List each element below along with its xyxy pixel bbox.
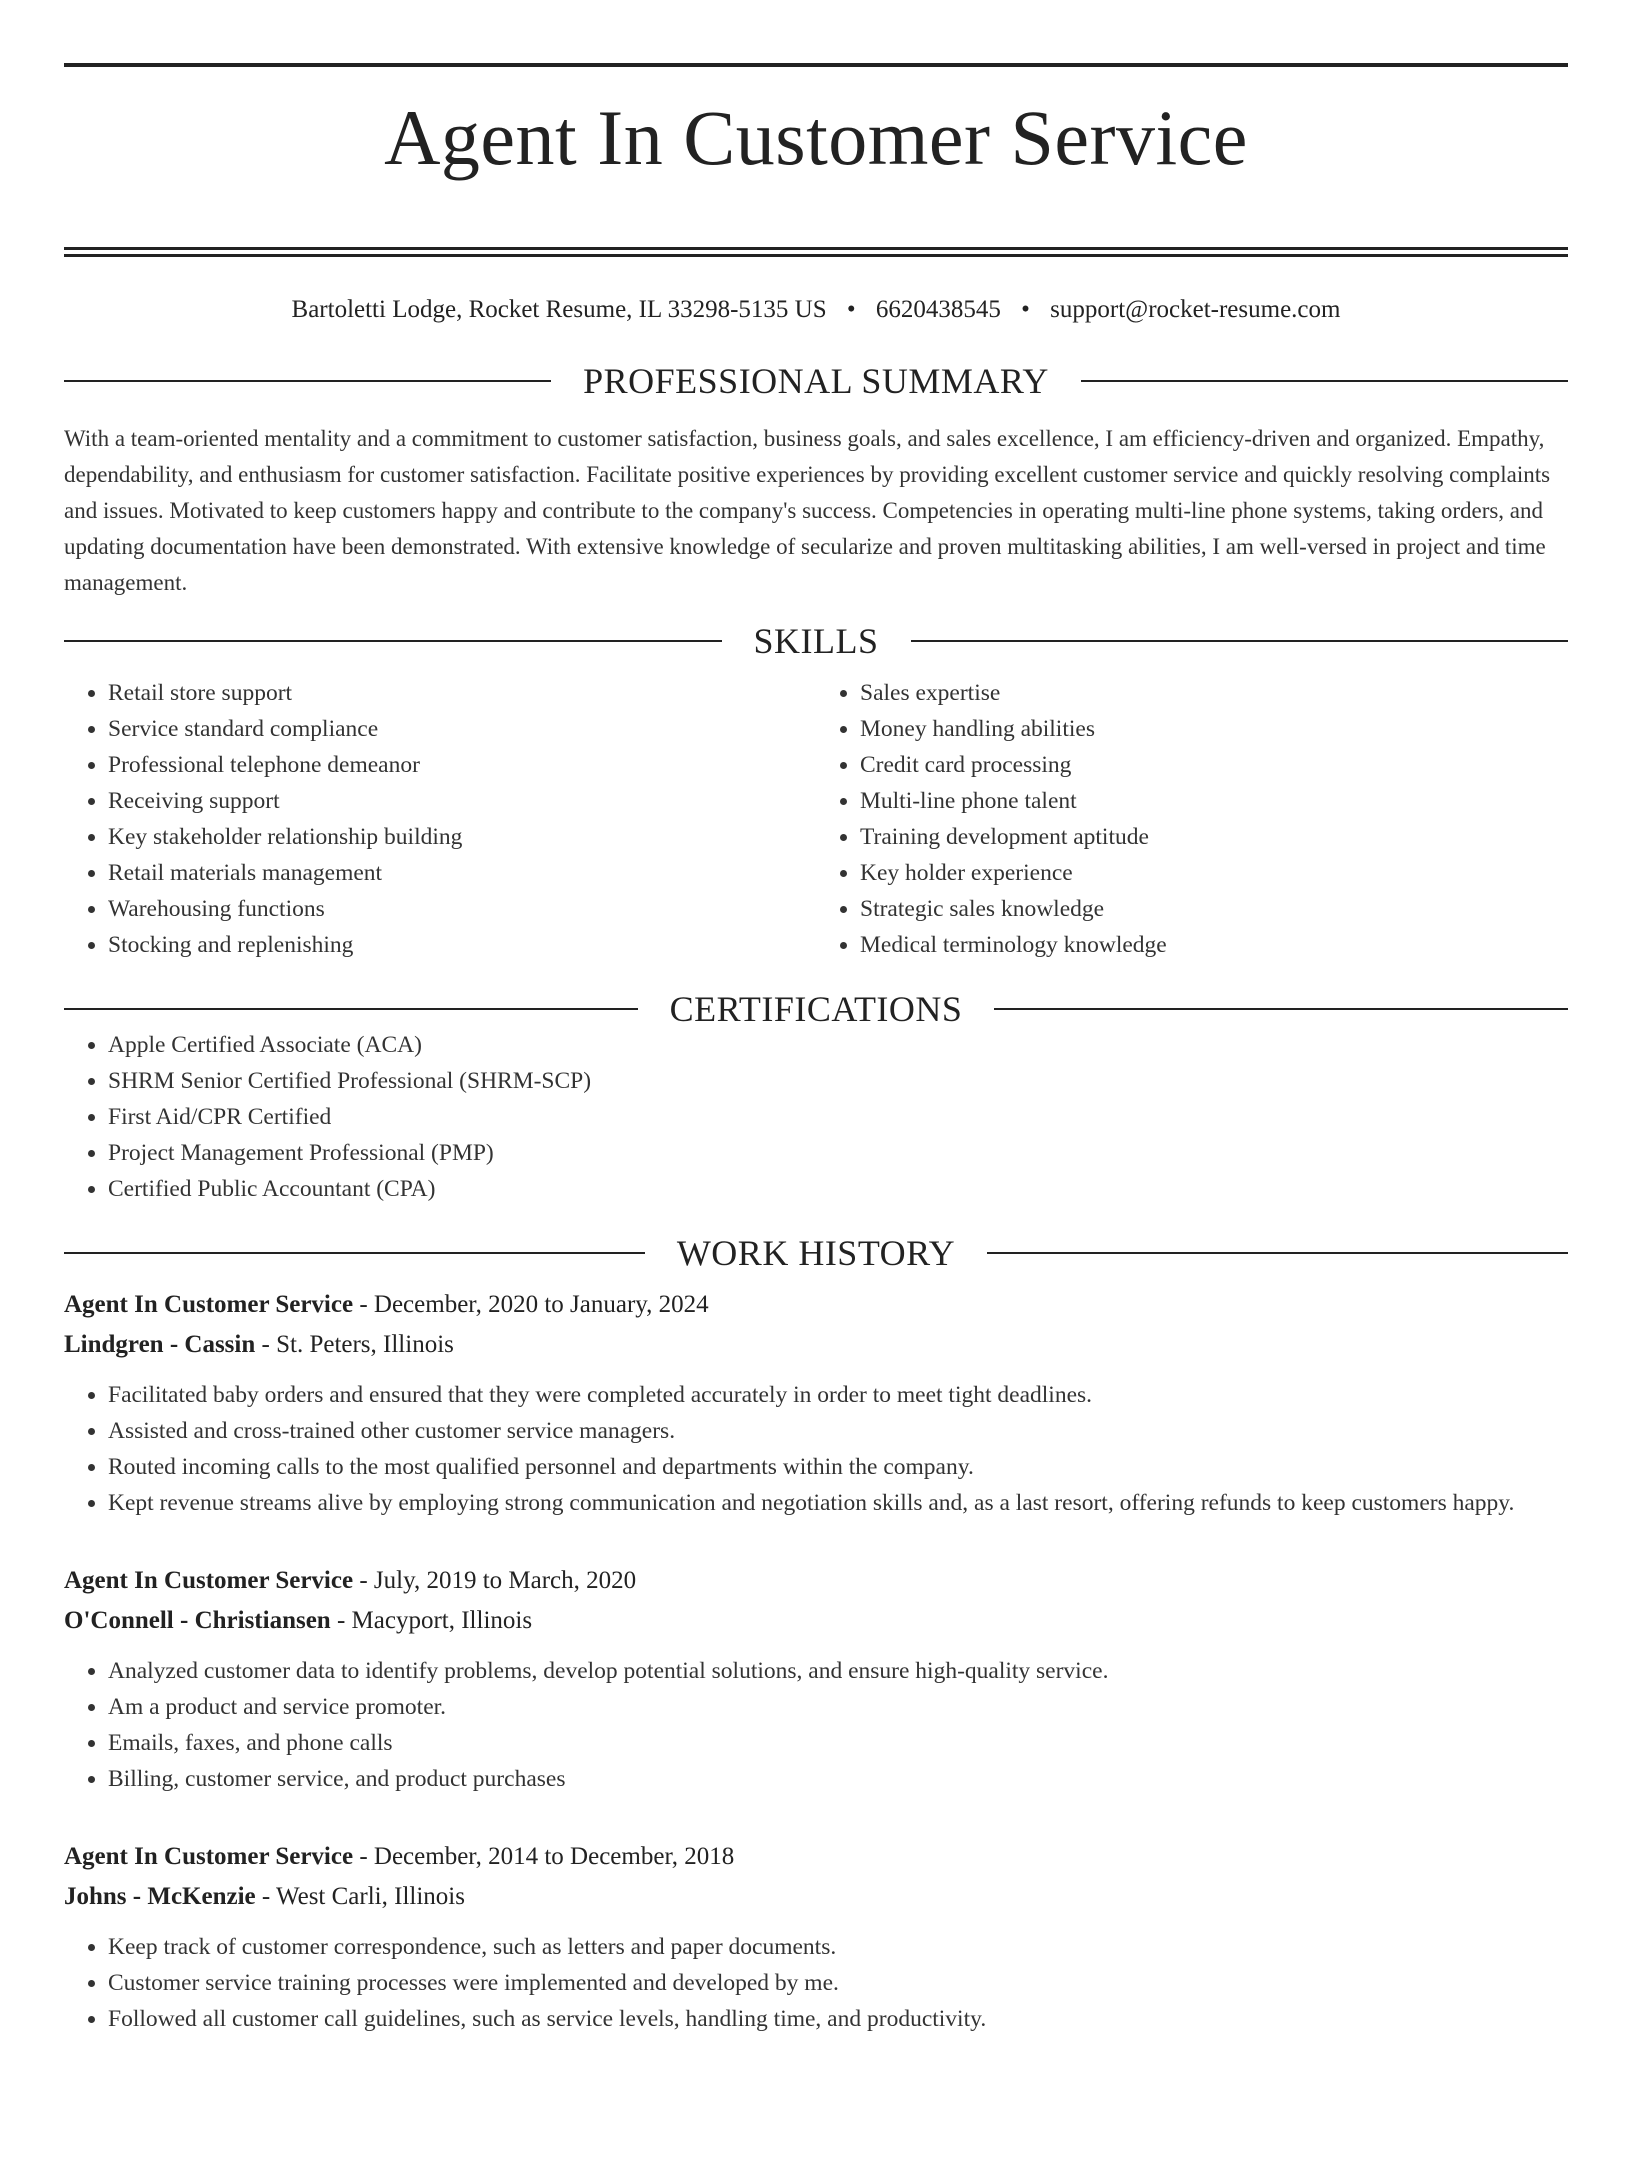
- job-dates: - July, 2019 to March, 2020: [353, 1567, 637, 1595]
- heading-rule-left: [64, 380, 551, 382]
- work-entry: [64, 1561, 1568, 1797]
- certification-item: • Certified Public Accountant (CPA): [108, 1171, 1568, 1207]
- skill-item: • Key holder experience: [860, 855, 1568, 891]
- job-company: O'Connell - Christiansen: [64, 1607, 331, 1635]
- job-company: Lindgren - Cassin: [64, 1331, 256, 1359]
- certification-item: • Project Management Professional (PMP): [108, 1135, 1568, 1171]
- certification-item: • Apple Certified Associate (ACA): [108, 1027, 1568, 1063]
- skill-item: • Strategic sales knowledge: [860, 891, 1568, 927]
- job-duties-list: [64, 1929, 1568, 2037]
- summary-text: With a team-oriented mentality and a commitment to customer satisfaction, business goals, and sales excellence, I am efficiency-driven and organized. Empathy, dependability, and enthusiasm for customer satisfaction. Facilitate positive experiences by providing excellent customer service and quickly resolving complaints and issues. Motivated to keep customers happy and contribute to the company's success. Competencies in operating multi-line phone systems, taking orders, and updating documentation have been demonstrated. With extensive knowledge of secularize and proven multitasking abilities, I am well-versed in project and time management.: [64, 426, 1551, 596]
- skills-heading: [64, 621, 1568, 662]
- heading-rule-right: [987, 1252, 1568, 1254]
- certification-item: • First Aid/CPR Certified: [108, 1099, 1568, 1135]
- resume-title: Agent In Customer Service: [384, 94, 1248, 181]
- job-company-line: [64, 1601, 1568, 1641]
- skills-grid: [64, 675, 1568, 963]
- skill-item: • Medical terminology knowledge: [860, 927, 1568, 963]
- contact-line: [64, 295, 1568, 325]
- skill-item: • Multi-line phone talent: [860, 783, 1568, 819]
- skill-item: • Receiving support: [108, 783, 816, 819]
- resume-page: [0, 63, 1632, 2175]
- certifications-heading-label: CERTIFICATIONS: [669, 989, 963, 1030]
- job-duty-item: • Facilitated baby orders and ensured that they were completed accurately in order to meet tight deadlines.: [108, 1377, 1568, 1413]
- job-duty-item: • Followed all customer call guidelines, such as service levels, handling time, and productivity.: [108, 2001, 1568, 2037]
- skill-item: • Money handling abilities: [860, 711, 1568, 747]
- header-double-rule: [64, 247, 1568, 257]
- job-dates: - December, 2014 to December, 2018: [353, 1843, 735, 1871]
- job-duty-item: • Am a product and service promoter.: [108, 1689, 1568, 1725]
- skill-item: • Professional telephone demeanor: [108, 747, 816, 783]
- header-top-rule: [64, 63, 1568, 67]
- skills-list-left: [64, 675, 816, 963]
- skills-heading-label: SKILLS: [753, 621, 879, 662]
- heading-rule-right: [911, 640, 1569, 642]
- contact-email: support@rocket-resume.com: [1050, 296, 1341, 324]
- skill-item: • Warehousing functions: [108, 891, 816, 927]
- heading-rule-right: [994, 1008, 1568, 1010]
- certification-item: • SHRM Senior Certified Professional (SHRM-SCP): [108, 1063, 1568, 1099]
- contact-phone: 6620438545: [875, 296, 1001, 324]
- job-duties-list: [64, 1377, 1568, 1521]
- heading-rule-left: [64, 1008, 638, 1010]
- job-title-line: [64, 1285, 1568, 1325]
- contact-separator: •: [846, 296, 856, 324]
- job-title-line: [64, 1561, 1568, 1601]
- skill-item: • Credit card processing: [860, 747, 1568, 783]
- skill-item: • Service standard compliance: [108, 711, 816, 747]
- job-duty-item: • Kept revenue streams alive by employing strong communication and negotiation skills and, as a last resort, offering refunds to keep customers happy.: [108, 1485, 1568, 1521]
- job-duty-item: • Billing, customer service, and product purchases: [108, 1761, 1568, 1797]
- job-dates: - December, 2020 to January, 2024: [353, 1291, 709, 1319]
- skills-list-right: [816, 675, 1568, 963]
- skill-item: • Stocking and replenishing: [108, 927, 816, 963]
- job-title-line: [64, 1837, 1568, 1877]
- job-duty-item: • Keep track of customer correspondence, such as letters and paper documents.: [108, 1929, 1568, 1965]
- work-history-heading-label: WORK HISTORY: [676, 1233, 956, 1274]
- certifications-list: [64, 1027, 1568, 1207]
- skill-item: • Training development aptitude: [860, 819, 1568, 855]
- summary-heading-label: PROFESSIONAL SUMMARY: [583, 361, 1049, 402]
- job-duty-item: • Customer service training processes were implemented and developed by me.: [108, 1965, 1568, 2001]
- work-entry: [64, 1837, 1568, 2037]
- contact-separator: •: [1021, 296, 1030, 324]
- skill-item: • Retail store support: [108, 675, 816, 711]
- job-duty-item: • Emails, faxes, and phone calls: [108, 1725, 1568, 1761]
- skill-item: • Retail materials management: [108, 855, 816, 891]
- work-history-heading: [64, 1233, 1568, 1274]
- job-title: Agent In Customer Service: [64, 1843, 354, 1871]
- contact-address: Bartoletti Lodge, Rocket Resume, IL 33298-5135 US: [291, 296, 827, 324]
- job-duty-item: • Analyzed customer data to identify problems, develop potential solutions, and ensure high-quality service.: [108, 1653, 1568, 1689]
- skill-item: • Sales expertise: [860, 675, 1568, 711]
- heading-rule-right: [1081, 380, 1568, 382]
- job-title: Agent In Customer Service: [64, 1291, 354, 1319]
- heading-rule-left: [64, 640, 722, 642]
- job-location: - West Carli, Illinois: [255, 1883, 465, 1911]
- job-title: Agent In Customer Service: [64, 1567, 354, 1595]
- job-location: - St. Peters, Illinois: [255, 1331, 454, 1359]
- work-entry: [64, 1285, 1568, 1521]
- job-duty-item: • Assisted and cross-trained other customer service managers.: [108, 1413, 1568, 1449]
- summary-heading: [64, 361, 1568, 402]
- job-company: Johns - McKenzie: [64, 1883, 256, 1911]
- skill-item: • Key stakeholder relationship building: [108, 819, 816, 855]
- job-duty-item: • Routed incoming calls to the most qualified personnel and departments within the company.: [108, 1449, 1568, 1485]
- certifications-heading: [64, 989, 1568, 1030]
- job-location: - Macyport, Illinois: [330, 1607, 533, 1635]
- heading-rule-left: [64, 1252, 645, 1254]
- job-company-line: [64, 1877, 1568, 1917]
- job-duties-list: [64, 1653, 1568, 1797]
- job-company-line: [64, 1325, 1568, 1365]
